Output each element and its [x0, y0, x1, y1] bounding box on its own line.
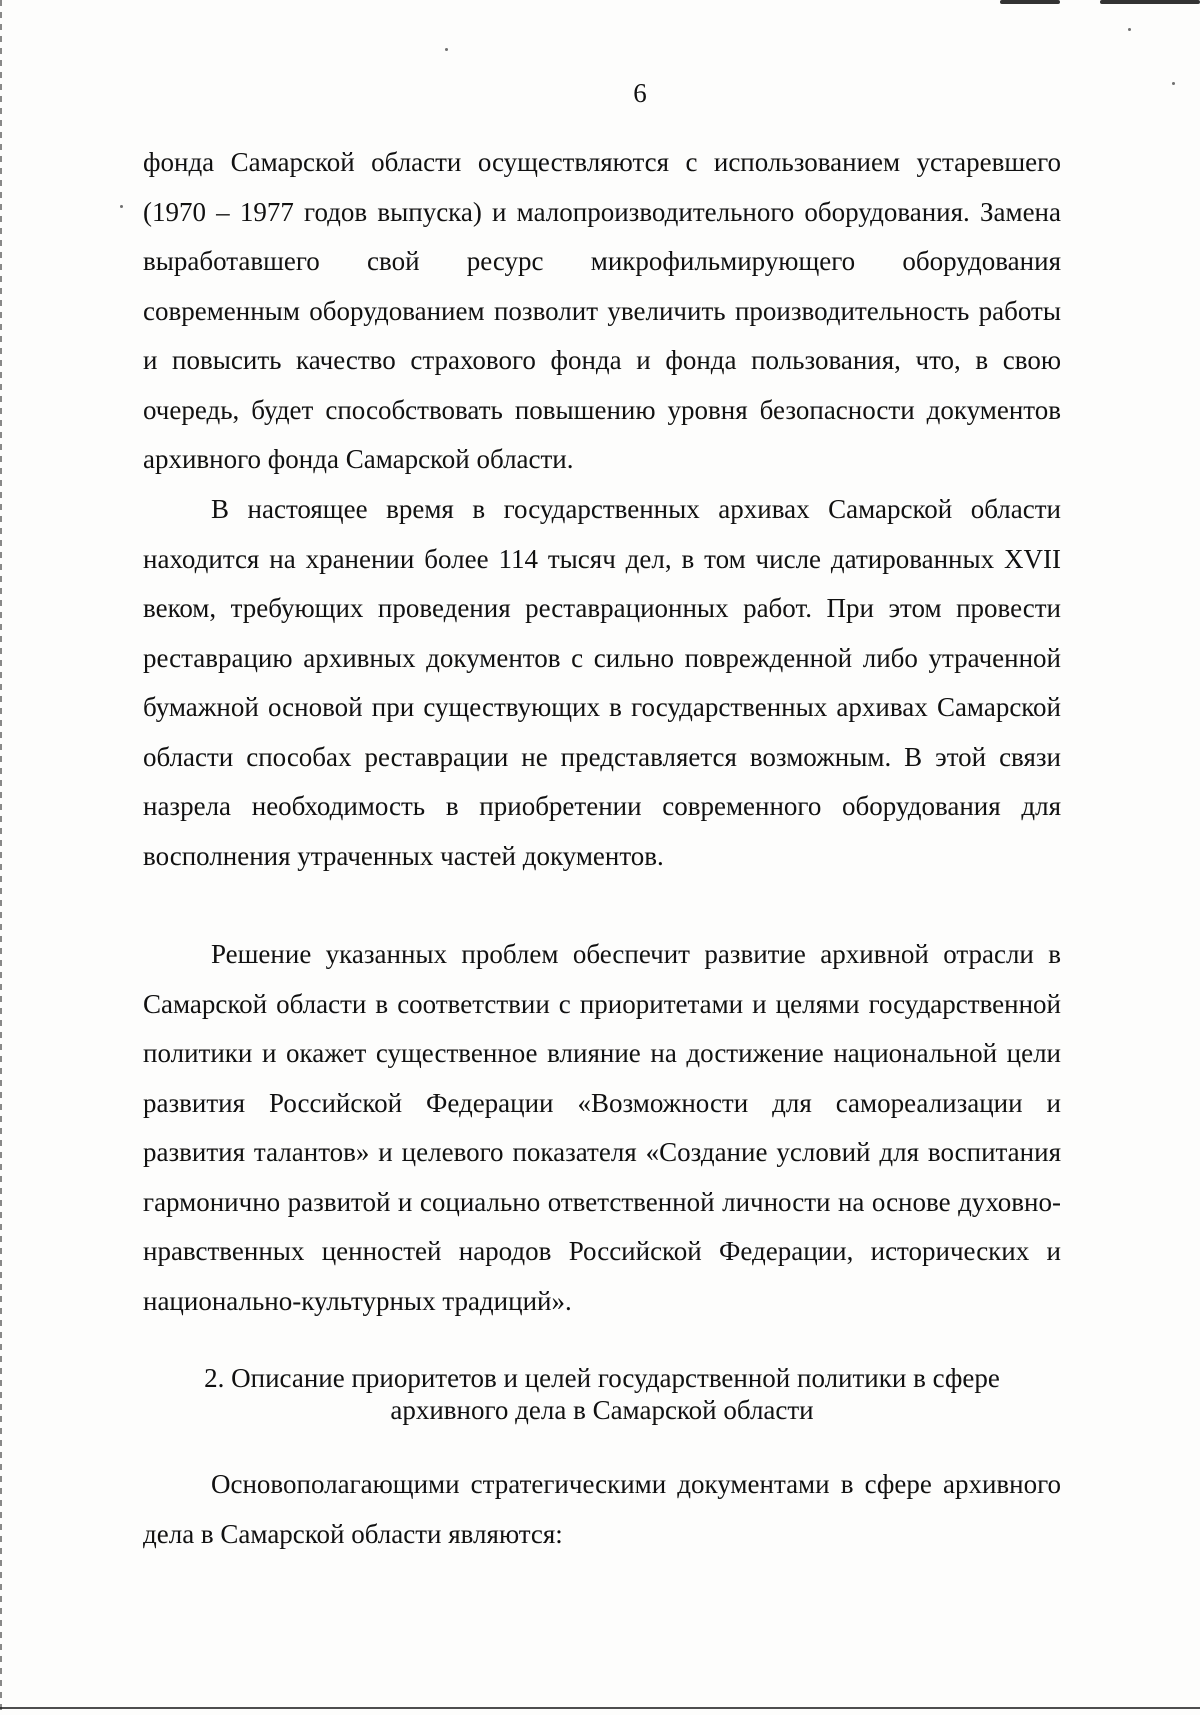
scan-edge-left [0, 0, 2, 1715]
scan-edge-bottom [0, 1707, 1200, 1709]
section-heading-line-2: архивного дела в Самарской области [390, 1395, 814, 1425]
section-intro-text: Основополагающими стратегическими документами в сфере архивного дела в Самарской области являются: [143, 1469, 1061, 1549]
paragraph-2 [143, 485, 1061, 881]
paragraph-text: Решение указанных проблем обеспечит развитие архивной отрасли в Самарской области в соответствии с приоритетами и целями государственной политики и окажет существенное влияние на достижение национальной цели развития Российской Федерации «Возможности для самореализации и развития талантов» и целевого показателя «Создание условий для воспитания гармонично развитой и социально ответственной личности на основе духовно-нравственных ценностей народов Российской Федерации, исторических и национально-культурных традиций». [143, 939, 1061, 1316]
paragraph-3 [143, 930, 1061, 1326]
page-number: 6 [633, 78, 647, 108]
section-heading-line-1: 2. Описание приоритетов и целей государственной политики в сфере [204, 1363, 1000, 1393]
scan-speck [445, 48, 448, 51]
section-heading [143, 1362, 1061, 1426]
scan-mark-top-right [1100, 0, 1200, 4]
paragraph-text: фонда Самарской области осуществляются с использованием устаревшего (1970 – 1977 годов выпуска) и малопроизводительного оборудования. Замена выработавшего свой ресурс микрофильмирующего оборудования современным оборудованием позволит увеличить производительность работы и повысить качество страхового фонда и фонда пользования, что, в свою очередь, будет способствовать повышению уровня безопасности документов архивного фонда Самарской области. [143, 147, 1061, 474]
paragraph-1 [143, 138, 1061, 485]
section-intro [143, 1460, 1061, 1559]
paragraph-text: В настоящее время в государственных архивах Самарской области находится на хранении более 114 тысяч дел, в том числе датированных XVII веком, требующих проведения реставрационных работ. При этом провести реставрацию архивных документов с сильно поврежденной либо утраченной бумажной основой при существующих в государственных архивах Самарской области способах реставрации не представляется возможным. В этой связи назрела необходимость в приобретении современного оборудования для восполнения утраченных частей документов. [143, 494, 1061, 871]
scan-speck [1128, 28, 1131, 31]
scan-mark-top [1000, 0, 1060, 4]
scan-speck [120, 205, 123, 208]
